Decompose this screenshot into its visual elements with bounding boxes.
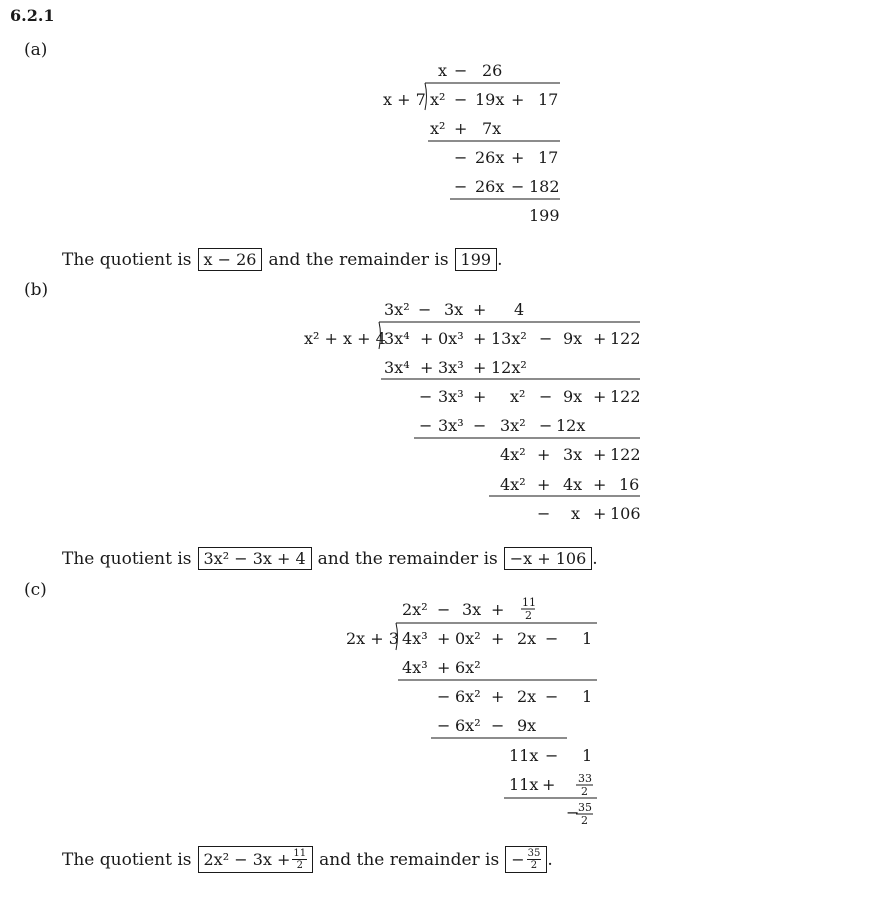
c-dividend-term: 4x³ [402, 629, 428, 648]
statement-prefix: The quotient is [62, 849, 192, 870]
b-row2-term: 122 [610, 387, 641, 406]
statement-suffix: . [547, 849, 553, 870]
remainder-fraction [527, 848, 542, 871]
c-row2-term: 6x² [455, 687, 481, 706]
statement-suffix: . [497, 249, 503, 270]
c-step1-term: 6x² [455, 658, 481, 677]
a-step1-term: x² [430, 119, 446, 138]
b-step1-term: + [420, 358, 434, 377]
b-step3-term: 4x² [500, 475, 526, 494]
b-dividend-term: + [593, 329, 607, 348]
c-quotient-term: 2x² [402, 600, 428, 619]
quotient-fraction [292, 848, 307, 871]
a-dividend-term: − [454, 90, 468, 109]
c-quotient-term: 3x [462, 600, 482, 619]
b-remainder-term: + [593, 504, 607, 523]
b-step2-term: 12x [556, 416, 586, 435]
b-step1-term: 12x² [491, 358, 527, 377]
b-row3-term: 122 [610, 445, 641, 464]
b-remainder-term: 106 [610, 504, 641, 523]
section-number: 6.2.1 [10, 6, 55, 25]
b-step2-term: − [419, 416, 433, 435]
b-row3-term: + [593, 445, 607, 464]
b-step3-term: 4x [563, 475, 583, 494]
a-dividend-term: x² [430, 90, 446, 109]
b-quotient-term: 4 [514, 300, 525, 319]
b-step1-term: 3x⁴ [384, 358, 410, 377]
b-dividend-term: + [473, 329, 487, 348]
quotient-lead: 2x² − 3x + [203, 850, 291, 869]
c-row2-term: − [437, 687, 451, 706]
a-row2-term: 26x [475, 148, 505, 167]
c-row3-term: 11x [509, 746, 539, 765]
b-quotient-term: 3x [444, 300, 464, 319]
c-step3-frac-num: 33 [578, 772, 592, 785]
b-row2-term: 3x³ [438, 387, 464, 406]
c-quotient-frac-den: 2 [525, 609, 532, 622]
a-row2-term: + [511, 148, 525, 167]
b-row2-term: x² [510, 387, 526, 406]
b-step2-term: − [473, 416, 487, 435]
b-divisor: x² + x + 4 [304, 329, 386, 348]
a-divisor: x + 7 [383, 90, 426, 109]
fraction-denominator: 2 [296, 860, 303, 871]
quotient-box [198, 846, 314, 873]
c-row2-term: 1 [582, 687, 593, 706]
part-b-label: (b) [24, 280, 49, 300]
c-dividend-term: 1 [582, 629, 593, 648]
a-quotient-term: x [438, 61, 448, 80]
b-step3-term: + [537, 475, 551, 494]
a-step2-term: − [454, 177, 468, 196]
c-dividend-term: 2x [517, 629, 537, 648]
a-dividend-term: 17 [538, 90, 559, 109]
statement-prefix: The quotient is [62, 249, 192, 270]
c-row2-term: − [545, 687, 559, 706]
c-row3-term: − [545, 746, 559, 765]
a-step2-term: 182 [529, 177, 560, 196]
b-step1-term: + [473, 358, 487, 377]
c-remainder-frac-den: 2 [581, 814, 588, 827]
c-row2-term: + [491, 687, 505, 706]
fraction-denominator: 2 [530, 860, 538, 871]
c-dividend-term: − [545, 629, 559, 648]
part-a-label: (a) [24, 40, 48, 60]
remainder-box [505, 846, 547, 873]
a-quotient-term: 26 [482, 61, 503, 80]
b-step3-term: 16 [619, 475, 640, 494]
b-row2-term: − [419, 387, 433, 406]
c-dividend-term: + [491, 629, 505, 648]
b-row3-term: 4x² [500, 445, 526, 464]
remainder-box: −x + 106 [504, 547, 593, 570]
part-c-statement [62, 846, 553, 873]
b-dividend-term: 122 [610, 329, 641, 348]
c-quotient-term: + [491, 600, 505, 619]
b-row3-term: 3x [563, 445, 583, 464]
b-remainder-term: x [571, 504, 581, 523]
c-step1-term: 4x³ [402, 658, 428, 677]
a-quotient-term: − [454, 61, 468, 80]
a-step1-term: 7x [482, 119, 502, 138]
c-step2-term: − [437, 716, 451, 735]
c-quotient-frac-num: 11 [522, 596, 536, 609]
statement-middle: and the remainder is [317, 548, 498, 569]
b-step2-term: − [539, 416, 553, 435]
b-step1-term: 3x³ [438, 358, 464, 377]
statement-middle: and the remainder is [319, 849, 500, 870]
c-step1-term: + [437, 658, 451, 677]
statement-suffix: . [592, 548, 598, 569]
b-quotient-term: − [418, 300, 432, 319]
b-remainder-term: − [537, 504, 551, 523]
a-step2-term: 26x [475, 177, 505, 196]
c-step3-frac-den: 2 [581, 785, 588, 798]
b-row2-term: 9x [563, 387, 583, 406]
b-row3-term: + [537, 445, 551, 464]
c-quotient-term: − [437, 600, 451, 619]
c-step2-term: − [491, 716, 505, 735]
b-dividend-term: + [420, 329, 434, 348]
b-step2-term: 3x³ [438, 416, 464, 435]
quotient-box: x − 26 [198, 248, 263, 271]
c-remainder-sign: − [566, 803, 580, 822]
b-quotient-term: + [473, 300, 487, 319]
b-dividend-term: 9x [563, 329, 583, 348]
remainder-box: 199 [455, 248, 498, 271]
c-step2-term: 6x² [455, 716, 481, 735]
fraction-numerator: 11 [293, 848, 307, 859]
c-dividend-term: + [437, 629, 451, 648]
b-row2-term: + [593, 387, 607, 406]
b-dividend-term: 13x² [491, 329, 527, 348]
fraction-numerator: 35 [527, 848, 541, 859]
b-quotient-term: 3x² [384, 300, 410, 319]
quotient-box: 3x² − 3x + 4 [198, 547, 312, 570]
part-c-label: (c) [24, 580, 47, 600]
c-row3-term: 1 [582, 746, 593, 765]
a-row2-term: 17 [538, 148, 559, 167]
c-remainder-frac-num: 35 [578, 801, 592, 814]
b-row2-term: + [473, 387, 487, 406]
c-dividend-term: 0x² [455, 629, 481, 648]
a-step1-term: + [454, 119, 468, 138]
b-dividend-term: − [539, 329, 553, 348]
c-step3-term: 11x [509, 775, 539, 794]
b-row2-term: − [539, 387, 553, 406]
a-step2-term: − [511, 177, 525, 196]
a-dividend-term: 19x [475, 90, 505, 109]
c-step3-term: + [542, 775, 556, 794]
a-dividend-term: + [511, 90, 525, 109]
a-row2-term: − [454, 148, 468, 167]
statement-middle: and the remainder is [268, 249, 449, 270]
b-dividend-term: 3x⁴ [384, 329, 410, 348]
remainder-sign: − [511, 850, 525, 869]
c-row2-term: 2x [517, 687, 537, 706]
statement-prefix: The quotient is [62, 548, 192, 569]
c-step2-term: 9x [517, 716, 537, 735]
b-step3-term: + [593, 475, 607, 494]
a-remainder: 199 [529, 206, 560, 225]
b-step2-term: 3x² [500, 416, 526, 435]
b-dividend-term: 0x³ [438, 329, 464, 348]
c-divisor: 2x + 3 [346, 629, 399, 648]
